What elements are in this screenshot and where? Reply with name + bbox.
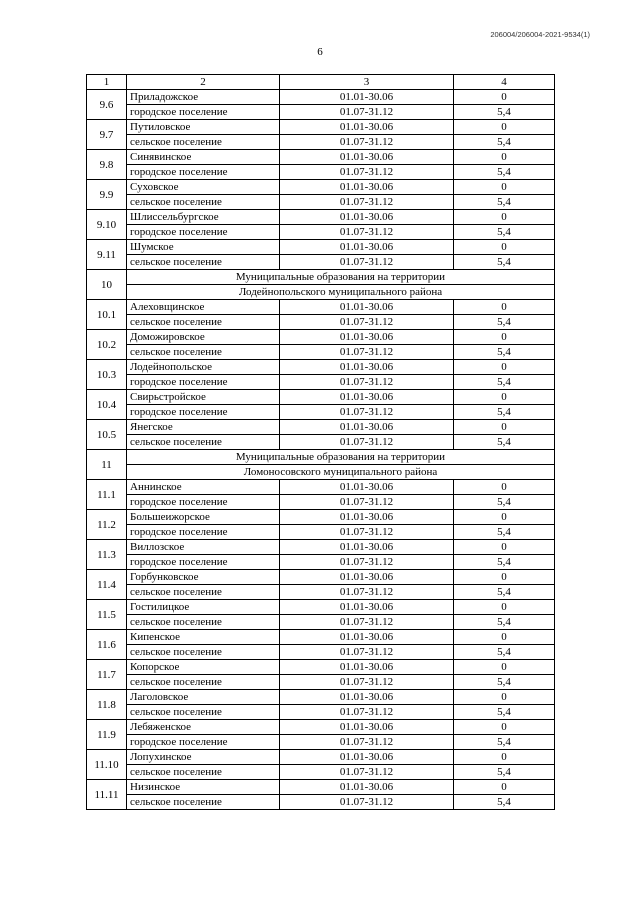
municipality-name-line: Синявинское — [127, 150, 280, 165]
table-row — [87, 435, 555, 450]
period-cell: 01.01-30.06 — [280, 660, 454, 675]
section-title-line: Муниципальные образования на территории — [127, 450, 555, 465]
value-cell: 0 — [454, 210, 555, 225]
municipality-name-line: Аннинское — [127, 480, 280, 495]
period-cell: 01.07-31.12 — [280, 705, 454, 720]
row-number: 11.9 — [87, 720, 127, 750]
column-header: 1 — [87, 75, 127, 90]
value-cell: 5,4 — [454, 525, 555, 540]
period-cell: 01.07-31.12 — [280, 165, 454, 180]
table-row — [87, 750, 555, 765]
table-row — [87, 615, 555, 630]
value-cell: 0 — [454, 720, 555, 735]
municipality-type-line: сельское поселение — [127, 315, 280, 330]
period-cell: 01.07-31.12 — [280, 345, 454, 360]
period-cell: 01.01-30.06 — [280, 180, 454, 195]
table-row — [87, 690, 555, 705]
table-row — [87, 315, 555, 330]
municipality-name-line: Лебяженское — [127, 720, 280, 735]
period-cell: 01.01-30.06 — [280, 300, 454, 315]
municipality-name-line: Лодейнопольское — [127, 360, 280, 375]
municipality-type-line: сельское поселение — [127, 675, 280, 690]
value-cell: 0 — [454, 300, 555, 315]
municipality-name-line: Низинское — [127, 780, 280, 795]
value-cell: 0 — [454, 570, 555, 585]
value-cell: 0 — [454, 360, 555, 375]
value-cell: 0 — [454, 660, 555, 675]
municipality-name-line: Большеижорское — [127, 510, 280, 525]
municipality-name-line: Лопухинское — [127, 750, 280, 765]
municipality-type-line: сельское поселение — [127, 765, 280, 780]
value-cell: 5,4 — [454, 105, 555, 120]
value-cell: 0 — [454, 240, 555, 255]
period-cell: 01.01-30.06 — [280, 480, 454, 495]
municipality-name-line: Шлиссельбургское — [127, 210, 280, 225]
period-cell: 01.07-31.12 — [280, 675, 454, 690]
row-number: 11.6 — [87, 630, 127, 660]
value-cell: 0 — [454, 390, 555, 405]
table-row — [87, 765, 555, 780]
municipality-name-line: Лаголовское — [127, 690, 280, 705]
municipality-type-line: городское поселение — [127, 735, 280, 750]
municipality-type-line: сельское поселение — [127, 195, 280, 210]
table-row — [87, 105, 555, 120]
table-row — [87, 180, 555, 195]
value-cell: 5,4 — [454, 165, 555, 180]
row-number: 10.2 — [87, 330, 127, 360]
municipality-name-line: Свирьстройское — [127, 390, 280, 405]
value-cell: 0 — [454, 420, 555, 435]
municipality-name-line: Кипенское — [127, 630, 280, 645]
period-cell: 01.01-30.06 — [280, 630, 454, 645]
column-header: 3 — [280, 75, 454, 90]
row-number: 9.7 — [87, 120, 127, 150]
column-header: 2 — [127, 75, 280, 90]
period-cell: 01.01-30.06 — [280, 240, 454, 255]
municipality-name-line: Доможировское — [127, 330, 280, 345]
section-number: 11 — [87, 450, 127, 480]
section-title-line: Муниципальные образования на территории — [127, 270, 555, 285]
table-row — [87, 390, 555, 405]
value-cell: 5,4 — [454, 375, 555, 390]
period-cell: 01.01-30.06 — [280, 750, 454, 765]
period-cell: 01.01-30.06 — [280, 420, 454, 435]
row-number: 9.6 — [87, 90, 127, 120]
period-cell: 01.07-31.12 — [280, 405, 454, 420]
value-cell: 5,4 — [454, 135, 555, 150]
table-row — [87, 240, 555, 255]
period-cell: 01.01-30.06 — [280, 720, 454, 735]
table-row — [87, 255, 555, 270]
period-cell: 01.07-31.12 — [280, 135, 454, 150]
row-number: 11.5 — [87, 600, 127, 630]
period-cell: 01.07-31.12 — [280, 315, 454, 330]
municipality-name-line: Гостилицкое — [127, 600, 280, 615]
value-cell: 5,4 — [454, 765, 555, 780]
table-row — [87, 780, 555, 795]
table-row — [87, 420, 555, 435]
municipality-type-line: сельское поселение — [127, 435, 280, 450]
value-cell: 0 — [454, 690, 555, 705]
value-cell: 0 — [454, 510, 555, 525]
municipality-name-line: Копорское — [127, 660, 280, 675]
municipality-type-line: городское поселение — [127, 165, 280, 180]
table-row — [87, 795, 555, 810]
table-row — [87, 405, 555, 420]
value-cell: 5,4 — [454, 495, 555, 510]
value-cell: 5,4 — [454, 435, 555, 450]
period-cell: 01.01-30.06 — [280, 120, 454, 135]
column-header: 4 — [454, 75, 555, 90]
row-number: 9.11 — [87, 240, 127, 270]
table-row — [87, 360, 555, 375]
table-row — [87, 375, 555, 390]
period-cell: 01.07-31.12 — [280, 525, 454, 540]
section-row — [87, 465, 555, 480]
municipality-type-line: сельское поселение — [127, 615, 280, 630]
period-cell: 01.07-31.12 — [280, 435, 454, 450]
municipality-name-line: Шумское — [127, 240, 280, 255]
period-cell: 01.01-30.06 — [280, 600, 454, 615]
value-cell: 5,4 — [454, 195, 555, 210]
municipality-name-line: Путиловское — [127, 120, 280, 135]
row-number: 10.3 — [87, 360, 127, 390]
row-number: 11.8 — [87, 690, 127, 720]
period-cell: 01.01-30.06 — [280, 690, 454, 705]
row-number: 9.10 — [87, 210, 127, 240]
value-cell: 5,4 — [454, 315, 555, 330]
table-row — [87, 90, 555, 105]
table-row — [87, 480, 555, 495]
table-row — [87, 720, 555, 735]
period-cell: 01.07-31.12 — [280, 645, 454, 660]
row-number: 9.9 — [87, 180, 127, 210]
value-cell: 0 — [454, 630, 555, 645]
section-row — [87, 270, 555, 285]
period-cell: 01.07-31.12 — [280, 375, 454, 390]
period-cell: 01.01-30.06 — [280, 360, 454, 375]
value-cell: 0 — [454, 180, 555, 195]
value-cell: 5,4 — [454, 345, 555, 360]
municipality-name-line: Янегское — [127, 420, 280, 435]
value-cell: 5,4 — [454, 675, 555, 690]
period-cell: 01.07-31.12 — [280, 255, 454, 270]
table-row — [87, 645, 555, 660]
period-cell: 01.01-30.06 — [280, 330, 454, 345]
period-cell: 01.07-31.12 — [280, 225, 454, 240]
table-row — [87, 195, 555, 210]
table-row — [87, 585, 555, 600]
table-row — [87, 630, 555, 645]
municipality-type-line: городское поселение — [127, 495, 280, 510]
period-cell: 01.01-30.06 — [280, 780, 454, 795]
table-row — [87, 150, 555, 165]
value-cell: 0 — [454, 600, 555, 615]
period-cell: 01.01-30.06 — [280, 510, 454, 525]
period-cell: 01.01-30.06 — [280, 150, 454, 165]
row-number: 11.4 — [87, 570, 127, 600]
table-row — [87, 570, 555, 585]
row-number: 10.4 — [87, 390, 127, 420]
row-number: 10.5 — [87, 420, 127, 450]
section-row — [87, 450, 555, 465]
table-body — [87, 75, 555, 810]
municipality-type-line: городское поселение — [127, 375, 280, 390]
tariff-table — [86, 74, 555, 810]
period-cell: 01.07-31.12 — [280, 195, 454, 210]
municipality-type-line: сельское поселение — [127, 645, 280, 660]
municipality-name-line: Суховское — [127, 180, 280, 195]
table-row — [87, 525, 555, 540]
municipality-type-line: городское поселение — [127, 105, 280, 120]
value-cell: 5,4 — [454, 405, 555, 420]
table-header-row — [87, 75, 555, 90]
value-cell: 5,4 — [454, 255, 555, 270]
row-number: 11.2 — [87, 510, 127, 540]
period-cell: 01.01-30.06 — [280, 570, 454, 585]
municipality-type-line: сельское поселение — [127, 255, 280, 270]
value-cell: 0 — [454, 120, 555, 135]
period-cell: 01.01-30.06 — [280, 90, 454, 105]
period-cell: 01.07-31.12 — [280, 765, 454, 780]
value-cell: 0 — [454, 480, 555, 495]
table-row — [87, 135, 555, 150]
table-row — [87, 330, 555, 345]
value-cell: 0 — [454, 780, 555, 795]
value-cell: 5,4 — [454, 225, 555, 240]
section-number: 10 — [87, 270, 127, 300]
period-cell: 01.07-31.12 — [280, 585, 454, 600]
period-cell: 01.07-31.12 — [280, 555, 454, 570]
row-number: 11.3 — [87, 540, 127, 570]
row-number: 9.8 — [87, 150, 127, 180]
table-row — [87, 120, 555, 135]
row-number: 11.10 — [87, 750, 127, 780]
value-cell: 5,4 — [454, 645, 555, 660]
table-row — [87, 675, 555, 690]
municipality-type-line: городское поселение — [127, 405, 280, 420]
period-cell: 01.01-30.06 — [280, 540, 454, 555]
period-cell: 01.07-31.12 — [280, 795, 454, 810]
page-number: 6 — [317, 46, 323, 58]
row-number: 11.11 — [87, 780, 127, 810]
table-row — [87, 735, 555, 750]
period-cell: 01.07-31.12 — [280, 615, 454, 630]
period-cell: 01.01-30.06 — [280, 210, 454, 225]
value-cell: 5,4 — [454, 795, 555, 810]
period-cell: 01.07-31.12 — [280, 105, 454, 120]
municipality-type-line: городское поселение — [127, 525, 280, 540]
value-cell: 5,4 — [454, 705, 555, 720]
municipality-type-line: городское поселение — [127, 555, 280, 570]
value-cell: 5,4 — [454, 555, 555, 570]
table-row — [87, 600, 555, 615]
value-cell: 0 — [454, 750, 555, 765]
municipality-type-line: городское поселение — [127, 225, 280, 240]
table-row — [87, 210, 555, 225]
document-id: 206004/206004-2021-9534(1) — [490, 30, 590, 39]
municipality-name-line: Приладожское — [127, 90, 280, 105]
period-cell: 01.01-30.06 — [280, 390, 454, 405]
row-number: 11.1 — [87, 480, 127, 510]
section-row — [87, 285, 555, 300]
table-row — [87, 510, 555, 525]
table-row — [87, 705, 555, 720]
municipality-name-line: Горбунковское — [127, 570, 280, 585]
municipality-name-line: Алеховщинское — [127, 300, 280, 315]
period-cell: 01.07-31.12 — [280, 495, 454, 510]
row-number: 10.1 — [87, 300, 127, 330]
period-cell: 01.07-31.12 — [280, 735, 454, 750]
municipality-type-line: сельское поселение — [127, 345, 280, 360]
section-title-line: Ломоносовского муниципального района — [127, 465, 555, 480]
table-row — [87, 300, 555, 315]
row-number: 11.7 — [87, 660, 127, 690]
table-row — [87, 660, 555, 675]
value-cell: 5,4 — [454, 615, 555, 630]
value-cell: 5,4 — [454, 735, 555, 750]
value-cell: 0 — [454, 540, 555, 555]
section-title-line: Лодейнопольского муниципального района — [127, 285, 555, 300]
value-cell: 0 — [454, 90, 555, 105]
municipality-name-line: Виллозское — [127, 540, 280, 555]
value-cell: 0 — [454, 150, 555, 165]
municipality-type-line: сельское поселение — [127, 135, 280, 150]
value-cell: 0 — [454, 330, 555, 345]
table-row — [87, 495, 555, 510]
table-row — [87, 165, 555, 180]
table-row — [87, 345, 555, 360]
table-row — [87, 540, 555, 555]
value-cell: 5,4 — [454, 585, 555, 600]
table-row — [87, 225, 555, 240]
table-row — [87, 555, 555, 570]
municipality-type-line: сельское поселение — [127, 705, 280, 720]
municipality-type-line: сельское поселение — [127, 585, 280, 600]
municipality-type-line: сельское поселение — [127, 795, 280, 810]
